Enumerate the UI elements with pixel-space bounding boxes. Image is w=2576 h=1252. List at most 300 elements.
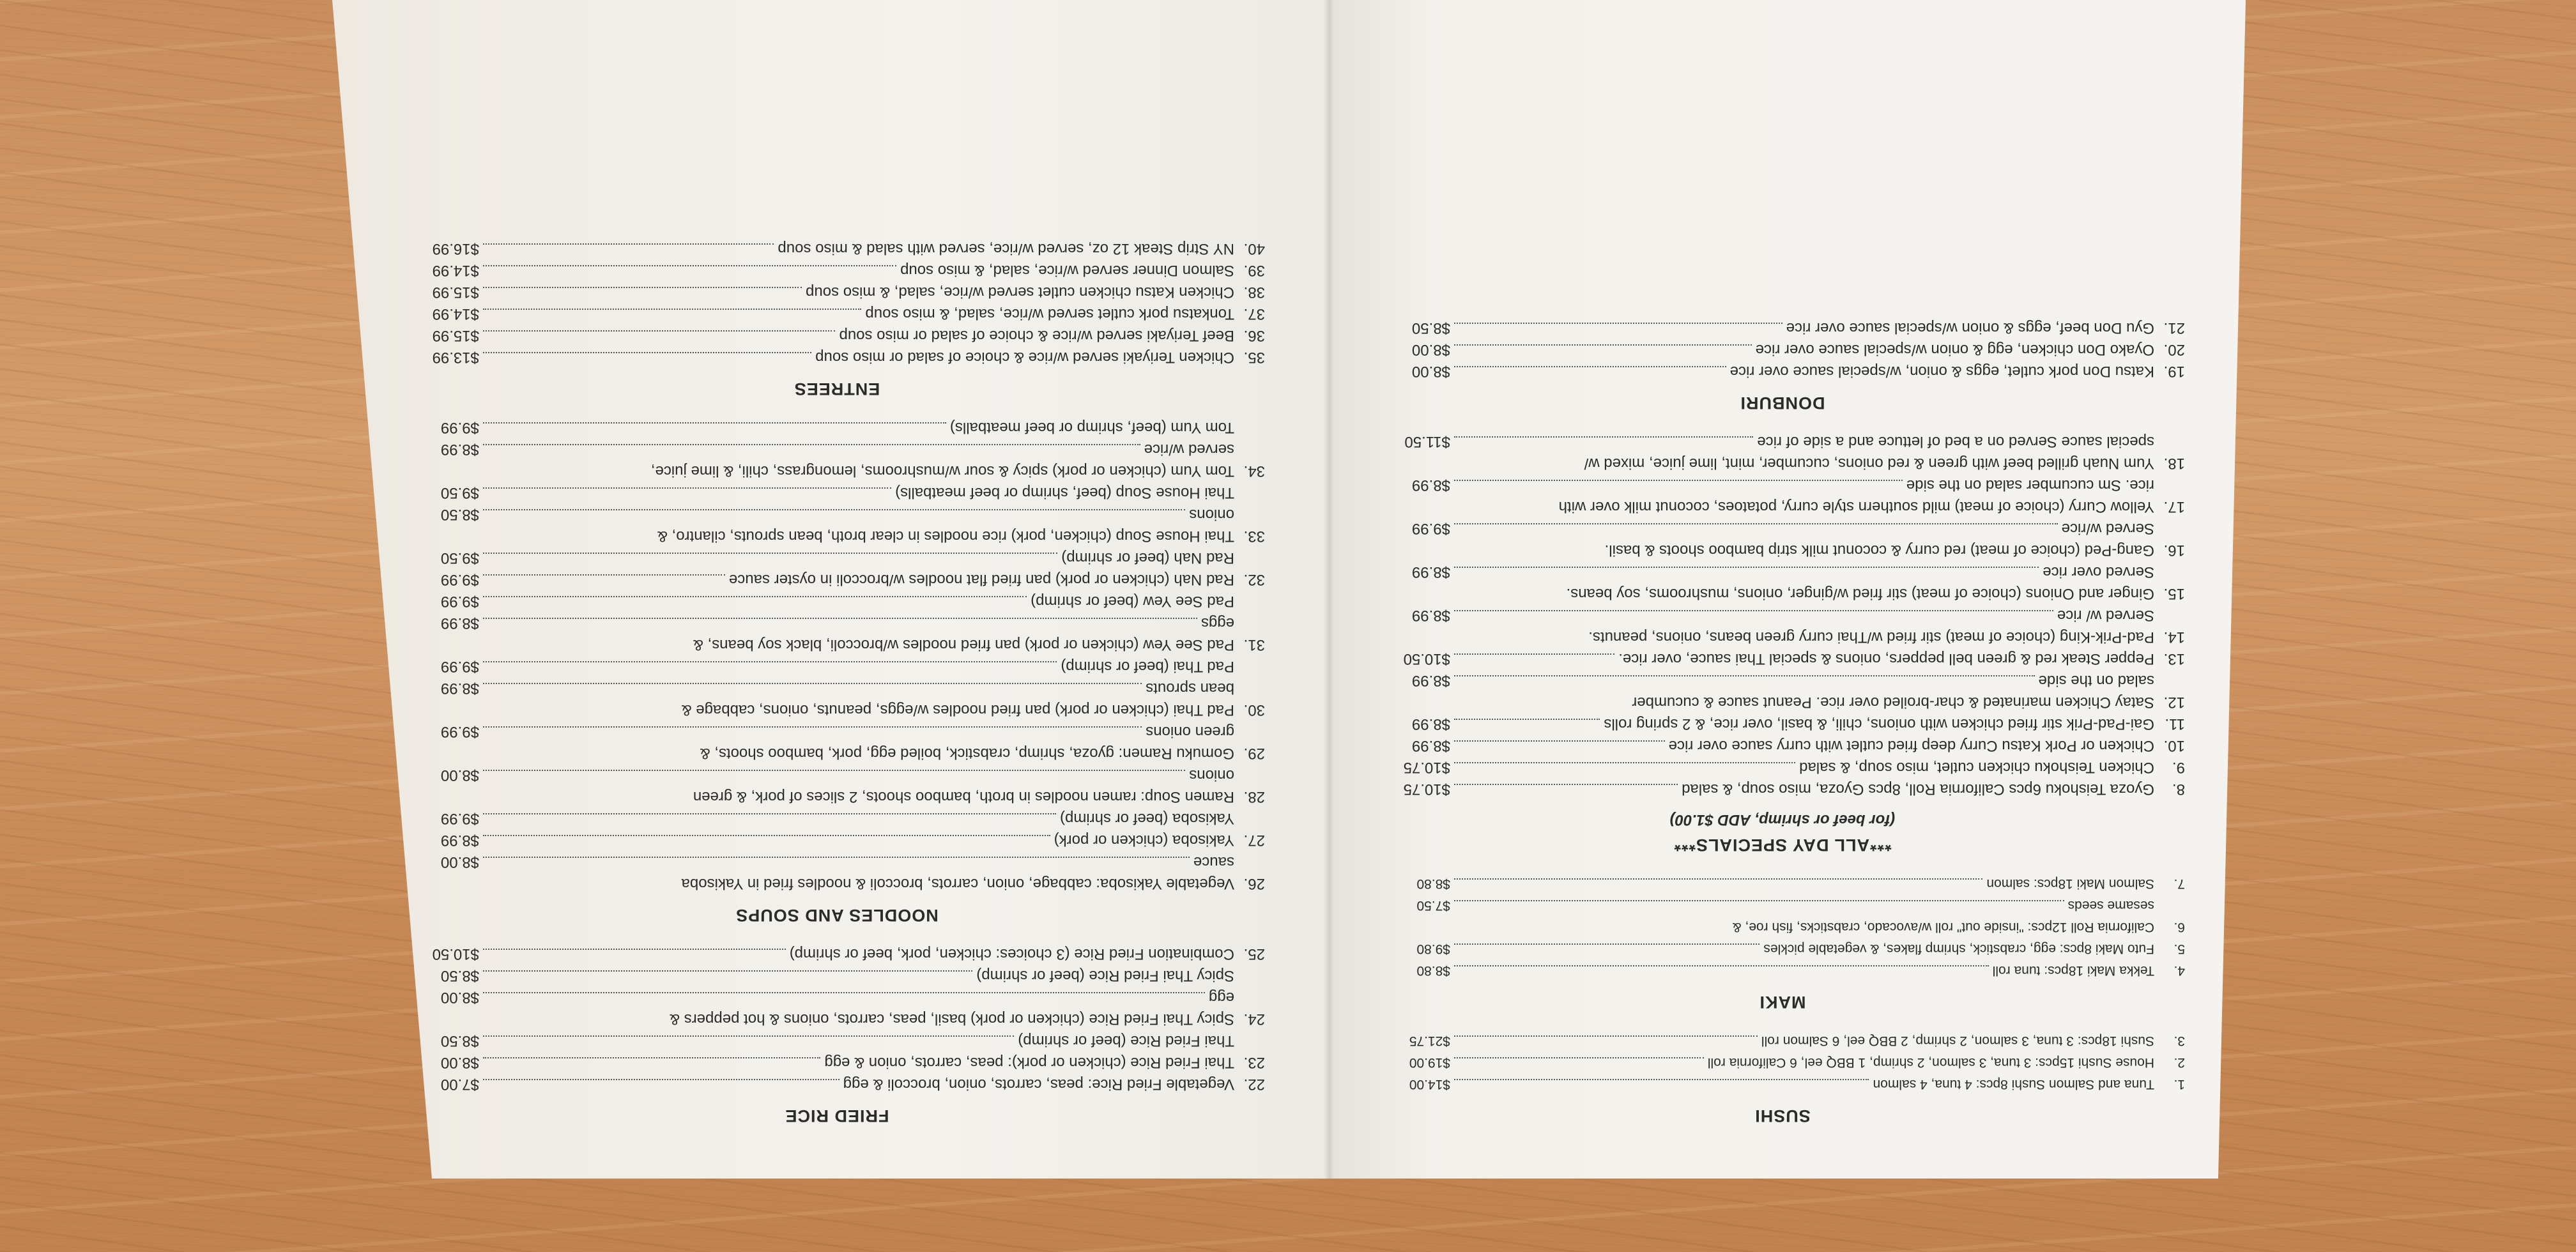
menu-item-line — [1380, 496, 2185, 517]
item-description: Tekka Maki 18pcs: tuna roll — [1992, 963, 2154, 978]
item-description: Yakisoba (chicken or pork) — [1054, 832, 1234, 849]
item-description: Futo Maki 8pcs: egg, crabstick, shrimp flakes, & vegetable pickles — [1763, 942, 2154, 956]
item-price: $8.00 — [440, 767, 479, 784]
menu-item-line — [409, 851, 1265, 873]
item-number: 37. — [1243, 305, 1265, 323]
item-price: $9.50 — [440, 549, 479, 567]
menu-item-line — [409, 742, 1265, 764]
item-description: Salmon Dinner served w/rice, salad, & miso soup — [900, 262, 1234, 279]
item-description: Katsu Don pork cutlet, eggs & onion, w/special sauce over rice — [1729, 363, 2154, 380]
dot-leader — [1454, 943, 1759, 945]
section-title: DONBURI — [1740, 393, 1825, 413]
item-number: 14. — [2163, 629, 2185, 646]
dot-leader — [1454, 900, 2064, 901]
dot-leader — [483, 949, 786, 950]
item-price: $8.99 — [1411, 672, 1450, 689]
menu-item-line — [1380, 561, 2185, 583]
item-number: 5. — [2174, 942, 2185, 956]
dot-leader — [1454, 784, 1678, 785]
item-description: Ramen Soup: ramen noodles in broth, bamboo shoots, 2 slices of pork, & green — [693, 788, 1234, 805]
menu-item — [1380, 561, 2185, 604]
menu-section — [1380, 1030, 2185, 1127]
menu-item-line — [409, 460, 1265, 482]
menu-item-line — [409, 699, 1265, 721]
dot-leader — [1454, 366, 1726, 367]
item-number: 28. — [1243, 788, 1265, 805]
menu-item — [409, 943, 1265, 965]
item-number: 1. — [2174, 1077, 2185, 1092]
section-title: ***ALL DAY SPECIALS*** — [1673, 836, 1892, 855]
menu-item — [409, 346, 1265, 368]
menu-item — [409, 416, 1265, 482]
item-price: $8.99 — [1411, 563, 1450, 581]
item-description: Gyoza Teishoku 6pcs California Roll, 8pcs Gyoza, miso soup, & salad — [1682, 781, 2154, 798]
item-number: 12. — [2163, 694, 2185, 711]
menu-item — [409, 482, 1265, 547]
dot-leader — [1454, 523, 2058, 524]
menu-item — [1380, 959, 2185, 981]
menu-item — [409, 259, 1265, 281]
menu-item-line — [1380, 938, 2185, 959]
item-number: 33. — [1243, 528, 1265, 545]
dot-leader — [483, 596, 1027, 597]
menu-item — [1380, 339, 2185, 360]
item-description: Gai-Pad-Prik stir fried chicken with onions, chili, & basil, over rice, & 2 spring rolls — [1604, 715, 2154, 733]
item-description: Gang-Ped (choice of meat) red curry & coconut milk strip bamboo shoots & basil. — [1604, 542, 2154, 559]
item-number: 35. — [1243, 349, 1265, 366]
item-price: $14.99 — [432, 305, 479, 323]
item-price: $8.99 — [440, 832, 479, 849]
item-price: $8.80 — [1416, 876, 1450, 891]
dot-leader — [1454, 653, 1614, 655]
item-price: $15.99 — [432, 284, 479, 301]
menu-item-line — [409, 303, 1265, 324]
menu-item-line — [1380, 756, 2185, 778]
item-description: Tom Yum (beef, shrimp or beef meatballs) — [949, 419, 1234, 436]
menu-item-line — [1380, 339, 2185, 360]
item-price: $10.50 — [432, 945, 479, 963]
item-description: Served w/ rice — [2057, 607, 2154, 624]
dot-leader — [483, 683, 1142, 684]
item-number: 22. — [1243, 1076, 1265, 1093]
menu-item-line — [1380, 452, 2185, 474]
item-price: $8.99 — [1411, 737, 1450, 754]
menu-item — [409, 324, 1265, 346]
menu-section — [409, 943, 1265, 1127]
menu-item — [409, 547, 1265, 590]
section-title: FRIED RICE — [785, 1106, 889, 1126]
item-description: Ginger and Onions (choice of meat) stir fried w/ginger, onions, mushrooms, soy beans. — [1566, 585, 2154, 602]
menu-item — [1380, 1051, 2185, 1073]
item-description: Beef Teriyaki served w/rice & choice of salad or miso soup — [839, 327, 1234, 344]
section-title: SUSHI — [1754, 1106, 1811, 1126]
menu-item — [409, 1073, 1265, 1095]
item-number: 21. — [2163, 319, 2185, 337]
dot-leader — [1454, 1035, 1758, 1037]
item-price: $9.99 — [440, 723, 479, 740]
item-price: $8.00 — [440, 853, 479, 871]
item-description: Thai Fried Rice (chicken or pork): peas, carrots, onion & egg — [824, 1054, 1234, 1071]
dot-leader — [483, 970, 972, 972]
item-number: 3. — [2174, 1034, 2185, 1048]
dot-leader — [483, 618, 1197, 619]
item-price: $10.75 — [1403, 759, 1450, 776]
menu-item-line — [409, 986, 1265, 1008]
dot-leader — [1454, 567, 2039, 568]
item-description: Yellow Curry (choice of meat) mild southern style curry, potatoes, coconut milk over with — [1558, 498, 2154, 515]
dot-leader — [1454, 719, 1600, 720]
item-description: Tom Yum (chicken or pork) spicy & sour w/mushrooms, lemongrass, chili, & lime juice, — [650, 462, 1234, 480]
item-number: 19. — [2163, 363, 2185, 380]
item-description: Gomuku Ramen: gyoza, shrimp, crabstick, boiled egg, pork, bamboo shoots, & — [700, 745, 1234, 762]
dot-leader — [483, 444, 1140, 445]
dot-leader — [483, 243, 774, 245]
item-number: 38. — [1243, 284, 1265, 301]
menu-item — [1380, 317, 2185, 339]
menu-item — [1380, 713, 2185, 735]
item-description: Pepper Steak red & green bell peppers, onions & special Thai sauce, over rice. — [1618, 650, 2154, 668]
menu-item-line — [409, 677, 1265, 699]
item-price: $8.00 — [440, 989, 479, 1006]
item-description: Yakisoba (beef or shrimp) — [1060, 810, 1234, 827]
dot-leader — [1454, 323, 1782, 324]
item-description: special sauce Served on a bed of lettuce and a side of rice — [1757, 433, 2154, 450]
menu-item-line — [409, 612, 1265, 634]
menu-item — [409, 655, 1265, 721]
dot-leader — [1454, 610, 2053, 611]
item-description: Thai Fried Rice (beef or shrimp) — [1018, 1032, 1234, 1050]
item-number: 6. — [2174, 920, 2185, 935]
item-number: 2. — [2174, 1055, 2185, 1070]
dot-leader — [483, 265, 896, 266]
menu-item — [1380, 648, 2185, 669]
item-number: 8. — [2172, 781, 2185, 798]
menu-item-line — [1380, 1051, 2185, 1073]
menu-item-line — [1380, 959, 2185, 981]
menu-item-line — [1380, 360, 2185, 382]
menu-item-line — [409, 482, 1265, 503]
menu-item-line — [409, 324, 1265, 346]
item-number: 7. — [2174, 876, 2185, 891]
dot-leader — [1454, 762, 1795, 763]
item-price: $8.00 — [1411, 341, 1450, 358]
item-description: egg — [1208, 989, 1234, 1006]
item-price: $8.99 — [440, 615, 479, 632]
menu-item-line — [409, 764, 1265, 786]
menu-item-line — [409, 943, 1265, 965]
item-number: 23. — [1243, 1054, 1265, 1071]
item-description: onions — [1189, 506, 1234, 523]
menu-item-line — [409, 807, 1265, 829]
item-number: 32. — [1243, 571, 1265, 588]
menu-item — [409, 238, 1265, 259]
item-description: Spicy Thai Fried Rice (beef or shrimp) — [976, 967, 1234, 984]
dot-leader — [1454, 1057, 1704, 1058]
item-description: Chicken Katsu chicken cutlet served w/rice, salad, & miso soup — [806, 284, 1234, 301]
dot-leader — [483, 661, 1057, 662]
menu-item-line — [1380, 539, 2185, 561]
item-description: onions — [1189, 767, 1234, 784]
item-description: Served over rice — [2043, 563, 2154, 581]
item-number: 4. — [2174, 963, 2185, 978]
menu-item — [409, 590, 1265, 655]
item-description: Tuna and Salmon Sushi 8pcs: 4 tuna, 4 salmon — [1873, 1077, 2154, 1092]
menu-item-line — [1380, 1030, 2185, 1051]
item-price: $14.99 — [432, 262, 479, 279]
dot-leader — [1454, 965, 1989, 966]
dot-leader — [483, 487, 891, 489]
menu-item — [409, 807, 1265, 851]
item-number: 18. — [2163, 455, 2185, 472]
item-description: rice. Sm cucumber salad on the side — [1906, 477, 2154, 494]
item-description: California Roll 12pcs: "inside out" roll w/avocado, crabsticks, fish roe, & — [1732, 920, 2154, 935]
menu-item-line — [409, 786, 1265, 807]
item-price: $9.99 — [440, 593, 479, 610]
menu-item-line — [1380, 735, 2185, 756]
item-description: Vegetable Fried Rice: peas, carrots, onion, broccoli & egg — [843, 1076, 1234, 1093]
menu-item — [409, 851, 1265, 894]
menu-item — [1380, 778, 2185, 800]
menu-item-line — [1380, 604, 2185, 626]
dot-leader — [483, 813, 1056, 814]
item-price: $8.99 — [440, 441, 479, 458]
item-description: NY Strip Steak 12 oz, served w/rice, served with salad & miso soup — [778, 240, 1234, 257]
dot-leader — [483, 309, 861, 310]
menu-section — [409, 238, 1265, 400]
menu-item — [409, 764, 1265, 807]
item-price: $21.75 — [1409, 1034, 1450, 1048]
item-number: 24. — [1243, 1011, 1265, 1028]
item-price: $10.50 — [1403, 650, 1450, 668]
item-price: $7.50 — [1416, 898, 1450, 913]
menu-item-line — [409, 721, 1265, 742]
menu-item-line — [409, 281, 1265, 303]
item-number: 30. — [1243, 701, 1265, 719]
menu-item-line — [409, 547, 1265, 569]
menu-item-line — [409, 655, 1265, 677]
menu-item-line — [409, 503, 1265, 525]
dot-leader — [1454, 436, 1753, 438]
item-description: Satay Chicken marinated & char-broiled over rice. Peanut sauce & cucumber — [1632, 694, 2154, 711]
dot-leader — [483, 330, 835, 332]
menu-item-line — [1380, 648, 2185, 669]
menu-item — [1380, 431, 2185, 474]
menu-item — [1380, 1073, 2185, 1095]
item-price: $8.50 — [440, 1032, 479, 1050]
item-number: 34. — [1243, 462, 1265, 480]
menu-item-line — [409, 873, 1265, 894]
menu-item-line — [409, 965, 1265, 986]
menu-item — [1380, 756, 2185, 778]
menu-item-line — [409, 259, 1265, 281]
item-price: $15.99 — [432, 327, 479, 344]
item-description: Gyu Don beef, eggs & onion w/special sauce over rice — [1786, 319, 2154, 337]
item-price: $8.80 — [1416, 963, 1450, 978]
dot-leader — [1454, 480, 1903, 481]
item-description: served w/rice — [1144, 441, 1234, 458]
item-number: 10. — [2163, 737, 2185, 754]
paper-fold-crease — [1324, 0, 1334, 1179]
menu-item — [1380, 604, 2185, 648]
item-price: $8.50 — [440, 506, 479, 523]
dot-leader — [483, 1057, 820, 1058]
dot-leader — [483, 857, 1190, 858]
item-description: green onions — [1146, 723, 1234, 740]
item-description: eggs — [1200, 615, 1234, 632]
item-description: Chicken or Pork Katsu Curry deep fried cutlet with curry sauce over rice — [1668, 737, 2154, 754]
item-price: $10.75 — [1403, 781, 1450, 798]
dot-leader — [483, 1035, 1014, 1037]
menu-page-right — [1380, 45, 2185, 1143]
menu-item-line — [1380, 474, 2185, 496]
menu-item — [409, 721, 1265, 764]
item-number: 26. — [1243, 875, 1265, 892]
item-description: Pad See Yew (beef or shrimp) — [1031, 593, 1234, 610]
item-description: Salmon Maki 18pcs: salmon — [1986, 876, 2154, 891]
menu-item — [409, 281, 1265, 303]
item-price: $8.50 — [440, 967, 479, 984]
item-description: Spicy Thai Fried Rice (chicken or pork) basil, peas, carrots, onions & hot peppers & — [670, 1011, 1234, 1028]
dot-leader — [483, 422, 946, 424]
item-description: House Sushi 15pcs: 3 tuna, 3 salmon, 2 shrimp, 1 BBQ eel, 6 California roll — [1707, 1055, 2154, 1070]
menu-item — [1380, 938, 2185, 959]
section-subtitle: (for beef or shrimp, ADD $1.00) — [1669, 811, 1896, 828]
item-number: 25. — [1243, 945, 1265, 963]
dot-leader — [483, 553, 1057, 554]
menu-item-line — [1380, 778, 2185, 800]
item-number: 13. — [2163, 650, 2185, 668]
menu-item-line — [1380, 916, 2185, 938]
menu-item-line — [409, 1051, 1265, 1073]
item-number: 17. — [2163, 498, 2185, 515]
dot-leader — [483, 509, 1185, 510]
menu-item-line — [1380, 894, 2185, 916]
menu-item-line — [409, 416, 1265, 438]
item-number: 9. — [2172, 759, 2185, 776]
item-description: Thai House Soup (beef, shrimp or beef meatballs) — [895, 484, 1234, 501]
item-description: Pad Thai (beef or shrimp) — [1061, 658, 1234, 675]
item-description: Chicken Teriyaki served w/rice & choice of salad or miso soup — [815, 349, 1234, 366]
item-price: $16.99 — [432, 240, 479, 257]
section-title: MAKI — [1759, 993, 1806, 1012]
dot-leader — [483, 770, 1185, 771]
item-price: $9.99 — [1411, 520, 1450, 537]
menu-item-line — [1380, 317, 2185, 339]
dot-leader — [483, 352, 811, 353]
item-description: Pad See Yew (chicken or pork) pan fried noodles w/broccoli, black soy beans, & — [693, 636, 1234, 653]
item-price: $8.99 — [440, 680, 479, 697]
item-number: 36. — [1243, 327, 1265, 344]
menu-item — [409, 303, 1265, 324]
item-price: $9.99 — [440, 658, 479, 675]
menu-item-line — [1380, 517, 2185, 539]
item-price: $8.99 — [1411, 715, 1450, 733]
item-description: Thai House Soup (chicken, pork) rice noodles in clear broth, bean sprouts, cilantro, & — [657, 528, 1234, 545]
item-description: sauce — [1193, 853, 1234, 871]
menu-item-line — [1380, 669, 2185, 691]
menu-item-line — [409, 346, 1265, 368]
item-description: Tonkatsu pork cutlet served w/rice, salad, & miso soup — [865, 305, 1234, 323]
menu-item-line — [409, 525, 1265, 547]
item-description: Combination Fried Rice (3 choices: chicken, pork, beef or shrimp) — [789, 945, 1234, 963]
menu-item — [1380, 873, 2185, 894]
menu-item-line — [1380, 873, 2185, 894]
dot-leader — [483, 835, 1050, 836]
menu-item — [1380, 669, 2185, 713]
dot-leader — [483, 726, 1142, 728]
menu-page-left — [409, 45, 1265, 1143]
item-price: $9.50 — [440, 484, 479, 501]
item-number: 40. — [1243, 240, 1265, 257]
menu-item — [1380, 894, 2185, 938]
menu-item-line — [409, 590, 1265, 612]
item-number: 39. — [1243, 262, 1265, 279]
menu-item-line — [409, 569, 1265, 590]
item-number: 31. — [1243, 636, 1265, 653]
item-description: Rad Nah (beef or shrimp) — [1061, 549, 1234, 567]
menu-item-line — [1380, 691, 2185, 713]
menu-item — [1380, 517, 2185, 561]
dot-leader — [483, 574, 725, 576]
item-price: $19.00 — [1409, 1055, 1450, 1070]
item-number: 29. — [1243, 745, 1265, 762]
menu-item — [1380, 735, 2185, 756]
menu-item-line — [409, 634, 1265, 655]
dot-leader — [1454, 740, 1665, 742]
item-description: Pad Thai (chicken or pork) pan fried noodles w/eggs, peanuts, onions, cabbage & — [681, 701, 1234, 719]
menu-item-line — [1380, 626, 2185, 648]
item-price: $8.99 — [1411, 607, 1450, 624]
menu-section — [409, 416, 1265, 926]
menu-item — [1380, 474, 2185, 517]
item-price: $9.99 — [440, 810, 479, 827]
item-description: Yum Nuah grilled beef with green & red onions, cucumber, mint, lime juice, mixed w/ — [1584, 455, 2154, 472]
item-price: $13.99 — [432, 349, 479, 366]
dot-leader — [1454, 1079, 1869, 1080]
item-price: $8.00 — [1411, 363, 1450, 380]
menu-item-line — [1380, 713, 2185, 735]
menu-item-line — [409, 829, 1265, 851]
menu-item-line — [409, 1073, 1265, 1095]
menu-item-line — [409, 438, 1265, 460]
item-description: Sushi 18pcs: 3 tuna, 3 salmon, 2 shrimp, 2 BBQ eel, 6 Salmon roll — [1761, 1034, 2154, 1048]
menu-item-line — [409, 238, 1265, 259]
menu-section — [1380, 431, 2185, 856]
menu-item-line — [1380, 583, 2185, 604]
item-description: salad on the side — [2038, 672, 2154, 689]
dot-leader — [483, 1079, 839, 1080]
menu-section — [1380, 873, 2185, 1013]
menu-item — [1380, 1030, 2185, 1051]
dot-leader — [1454, 878, 1982, 880]
item-number: 11. — [2165, 715, 2185, 733]
item-price: $9.99 — [440, 419, 479, 436]
menu-item — [409, 965, 1265, 1030]
item-number: 27. — [1243, 832, 1265, 849]
item-number: 16. — [2163, 542, 2185, 559]
dot-leader — [1454, 344, 1752, 346]
item-price: $7.00 — [440, 1076, 479, 1093]
menu-item — [409, 1030, 1265, 1073]
item-description: Pad-Prik-King (choice of meat) stir fried w/Thai curry green beans, onions, peanuts. — [1588, 629, 2154, 646]
item-number: 20. — [2163, 341, 2185, 358]
menu-item — [1380, 360, 2185, 382]
item-price: $9.80 — [1416, 942, 1450, 956]
item-description: bean sprouts — [1146, 680, 1234, 697]
item-price: $9.99 — [440, 571, 479, 588]
item-description: Rad Nah (chicken or pork) pan fried flat noodles w/broccoli in oyster sauce — [728, 571, 1234, 588]
item-price: $14.00 — [1409, 1077, 1450, 1092]
